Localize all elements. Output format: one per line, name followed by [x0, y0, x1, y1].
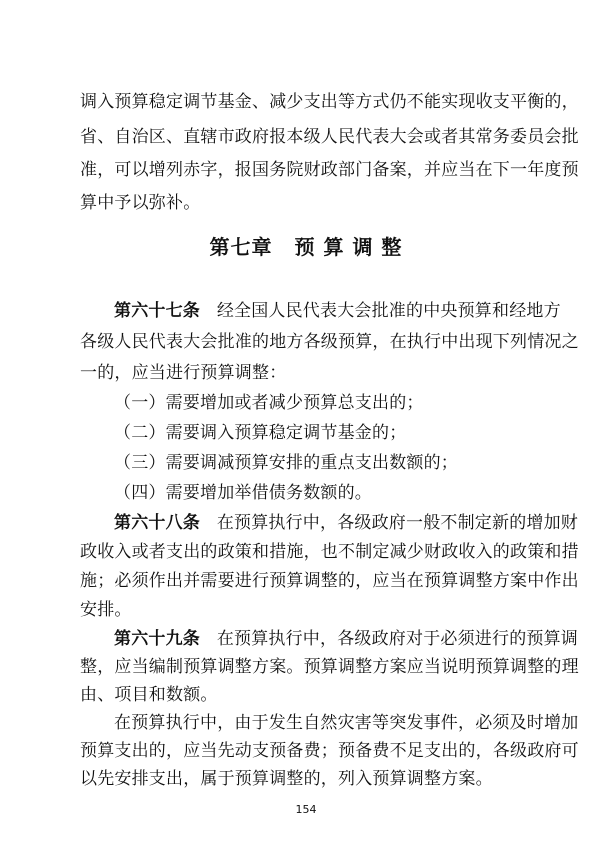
text-line: 预算支出的，应当先动支预备费；预备费不足支出的，各级政府可: [80, 741, 579, 761]
text-line: 政收入或者支出的政策和措施，也不制定减少财政收入的政策和措: [80, 542, 579, 562]
article-text: 在预算执行中，各级政府一般不制定新的增加财: [216, 513, 579, 533]
text-line: 算中予以弥补。: [80, 193, 201, 213]
list-item: （四）需要增加举借债务数额的。: [114, 483, 372, 503]
list-item: （一）需要增加或者减少预算总支出的；: [114, 393, 424, 413]
chapter-heading: [0, 235, 612, 259]
article-68-first-line: [114, 513, 579, 533]
article-69-first-line: [114, 629, 579, 649]
article-67-first-line: [114, 301, 561, 321]
text-line: 调入预算稳定调节基金、减少支出等方式仍不能实现收支平衡的，: [80, 92, 579, 112]
text-line: 省、自治区、直辖市政府报本级人民代表大会或者其常务委员会批: [80, 127, 579, 147]
article-label: 第六十八条: [114, 513, 200, 533]
article-text: 经全国人民代表大会批准的中央预算和经地方: [216, 301, 561, 321]
text-line: 在预算执行中，由于发生自然灾害等突发事件，必须及时增加: [114, 713, 579, 733]
text-line: 准，可以增列赤字，报国务院财政部门备案，并应当在下一年度预: [80, 160, 579, 180]
list-item: （三）需要调减预算安排的重点支出数额的；: [114, 453, 458, 473]
page-number: 154: [295, 803, 317, 816]
article-label: 第六十七条: [114, 301, 200, 321]
text-line: 以先安排支出，属于预算调整的，列入预算调整方案。: [80, 769, 493, 789]
text-line: 一的，应当进行预算调整：: [80, 363, 287, 383]
text-line: 整，应当编制预算调整方案。预算调整方案应当说明预算调整的理: [80, 657, 579, 677]
list-item: （二）需要调入预算稳定调节基金的；: [114, 423, 407, 443]
text-line: 施；必须作出并需要进行预算调整的，应当在预算调整方案中作出: [80, 571, 579, 591]
chapter-number: 第七章: [209, 235, 273, 259]
chapter-title: 预 算 调 整: [294, 235, 403, 259]
text-line: 安排。: [80, 600, 132, 620]
article-label: 第六十九条: [114, 629, 200, 649]
text-line: 各级人民代表大会批准的地方各级预算，在执行中出现下列情况之: [80, 332, 579, 352]
text-line: 由、项目和数额。: [80, 685, 218, 705]
article-text: 在预算执行中，各级政府对于必须进行的预算调: [216, 629, 579, 649]
